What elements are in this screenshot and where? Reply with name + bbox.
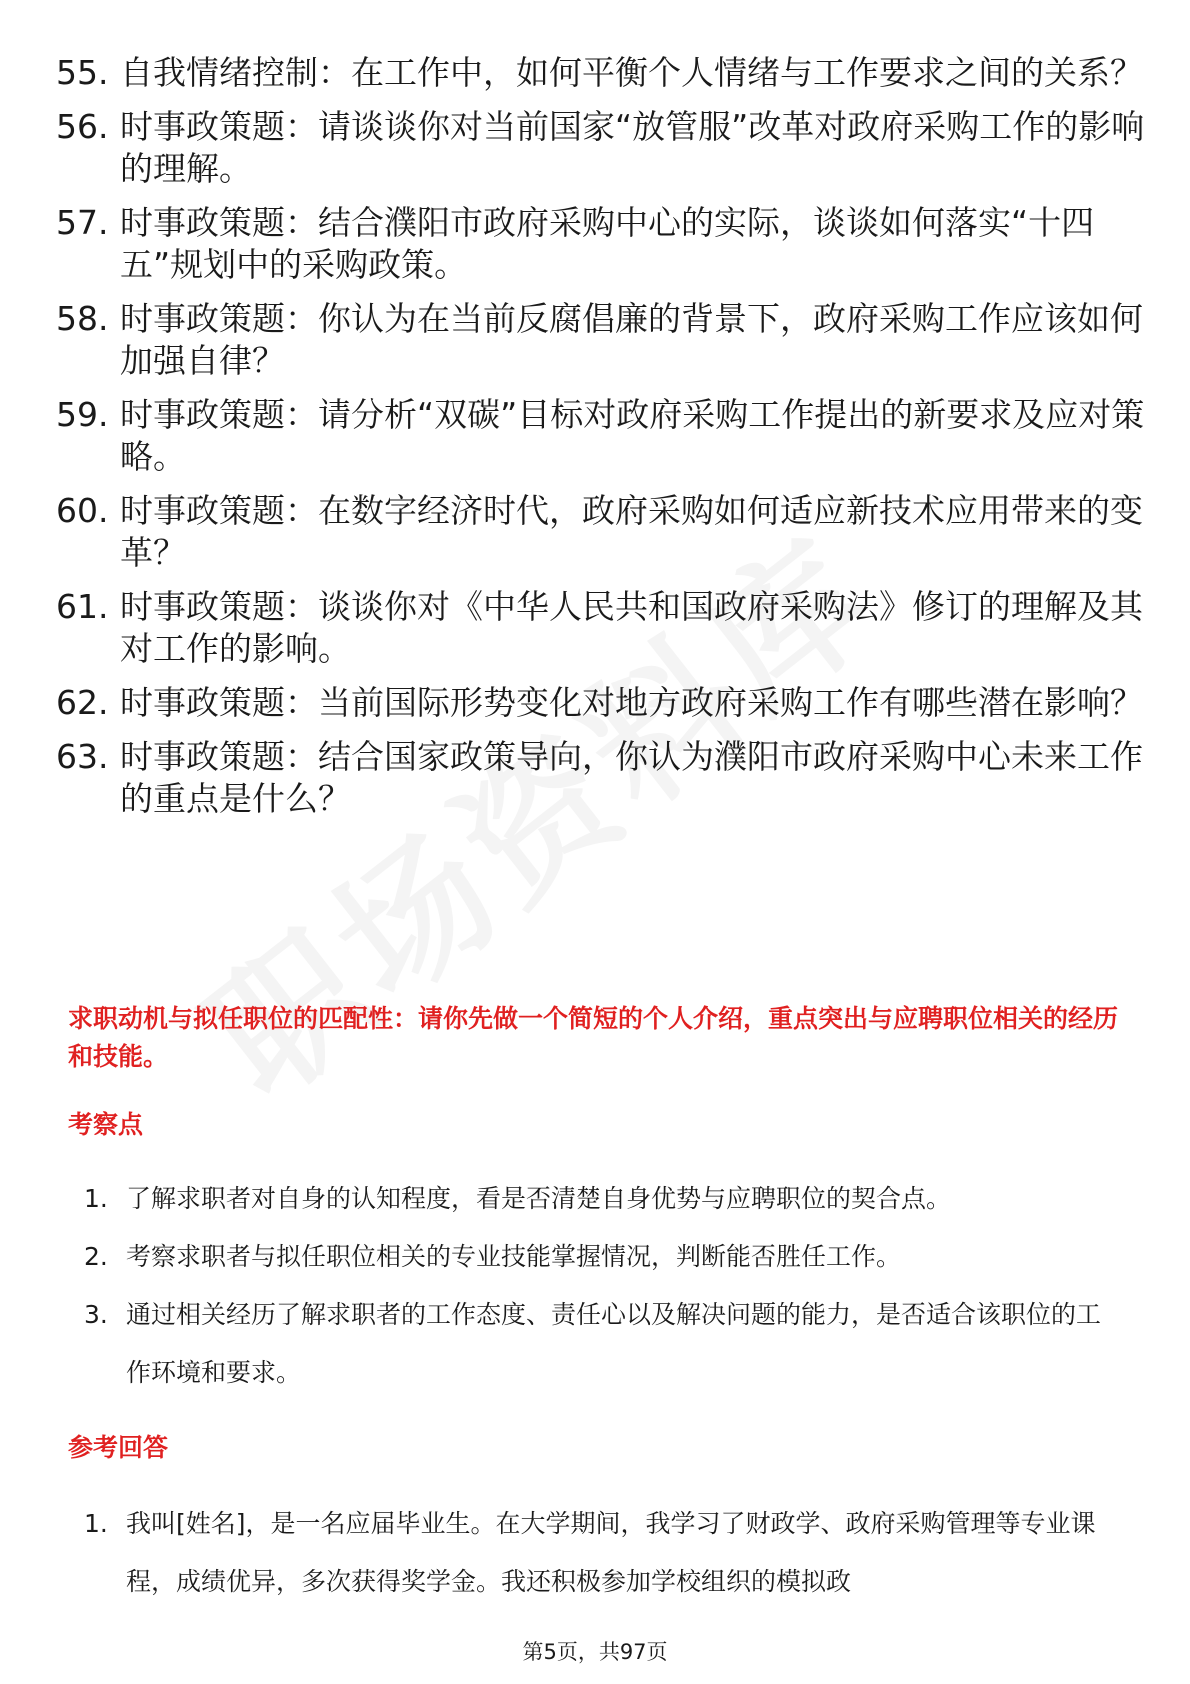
question-item (56, 736, 1146, 820)
question-number: 63. (56, 737, 109, 776)
answer-list (84, 1495, 1124, 1611)
question-number: 59. (56, 395, 109, 434)
answer-text: 我叫[姓名]，是一名应届毕业生。在大学期间，我学习了财政学、政府采购管理等专业课程，成绩优异，多次获得奖学金。我还积极参加学校组织的模拟政 (126, 1509, 1096, 1596)
question-text: 时事政策题：当前国际形势变化对地方政府采购工作有哪些潜在影响？ (120, 683, 1143, 722)
key-points-list (84, 1170, 1124, 1402)
question-list (56, 52, 1146, 832)
answer-item (84, 1495, 1124, 1611)
key-point-number: 1. (84, 1184, 108, 1213)
page-number: 第5页，共97页 (522, 1640, 668, 1664)
question-item (56, 394, 1146, 478)
question-text: 自我情绪控制：在工作中，如何平衡个人情绪与工作要求之间的关系？ (120, 53, 1143, 92)
question-item (56, 52, 1146, 94)
key-point-number: 3. (84, 1300, 108, 1329)
question-text: 时事政策题：请谈谈你对当前国家“放管服”改革对政府采购工作的影响的理解。 (120, 107, 1145, 188)
key-point-item (84, 1170, 1124, 1228)
question-item (56, 490, 1146, 574)
question-number: 60. (56, 491, 109, 530)
question-text: 时事政策题：结合濮阳市政府采购中心的实际，谈谈如何落实“十四五”规划中的采购政策。 (120, 203, 1095, 284)
answer-number: 1. (84, 1509, 108, 1538)
question-text: 时事政策题：你认为在当前反腐倡廉的背景下，政府采购工作应该如何加强自律？ (120, 299, 1143, 380)
key-point-item (84, 1228, 1124, 1286)
question-item (56, 682, 1146, 724)
question-number: 62. (56, 683, 109, 722)
question-number: 56. (56, 107, 109, 146)
key-point-item (84, 1286, 1124, 1402)
answer-title: 参考回答 (68, 1433, 169, 1462)
question-number: 61. (56, 587, 109, 626)
question-number: 57. (56, 203, 109, 242)
question-text: 时事政策题：谈谈你对《中华人民共和国政府采购法》修订的理解及其对工作的影响。 (120, 587, 1143, 668)
key-point-text: 考察求职者与拟任职位相关的专业技能掌握情况，判断能否胜任工作。 (126, 1242, 902, 1271)
question-number: 55. (56, 53, 109, 92)
key-point-text: 了解求职者对自身的认知程度，看是否清楚自身优势与应聘职位的契合点。 (126, 1184, 952, 1213)
question-item (56, 586, 1146, 670)
question-item (56, 106, 1146, 190)
question-text: 时事政策题：结合国家政策导向，你认为濮阳市政府采购中心未来工作的重点是什么？ (120, 737, 1143, 818)
question-number: 58. (56, 299, 109, 338)
question-item (56, 202, 1146, 286)
key-point-text: 通过相关经历了解求职者的工作态度、责任心以及解决问题的能力，是否适合该职位的工作环境和要求。 (126, 1300, 1102, 1387)
key-point-number: 2. (84, 1242, 108, 1271)
key-points-title: 考察点 (68, 1110, 144, 1139)
question-item (56, 298, 1146, 382)
section-heading: 求职动机与拟任职位的匹配性：请你先做一个简短的个人介绍，重点突出与应聘职位相关的经历和技能。 (68, 1004, 1119, 1071)
question-text: 时事政策题：在数字经济时代，政府采购如何适应新技术应用带来的变革？ (120, 491, 1143, 572)
question-text: 时事政策题：请分析“双碳”目标对政府采购工作提出的新要求及应对策略。 (120, 395, 1145, 476)
